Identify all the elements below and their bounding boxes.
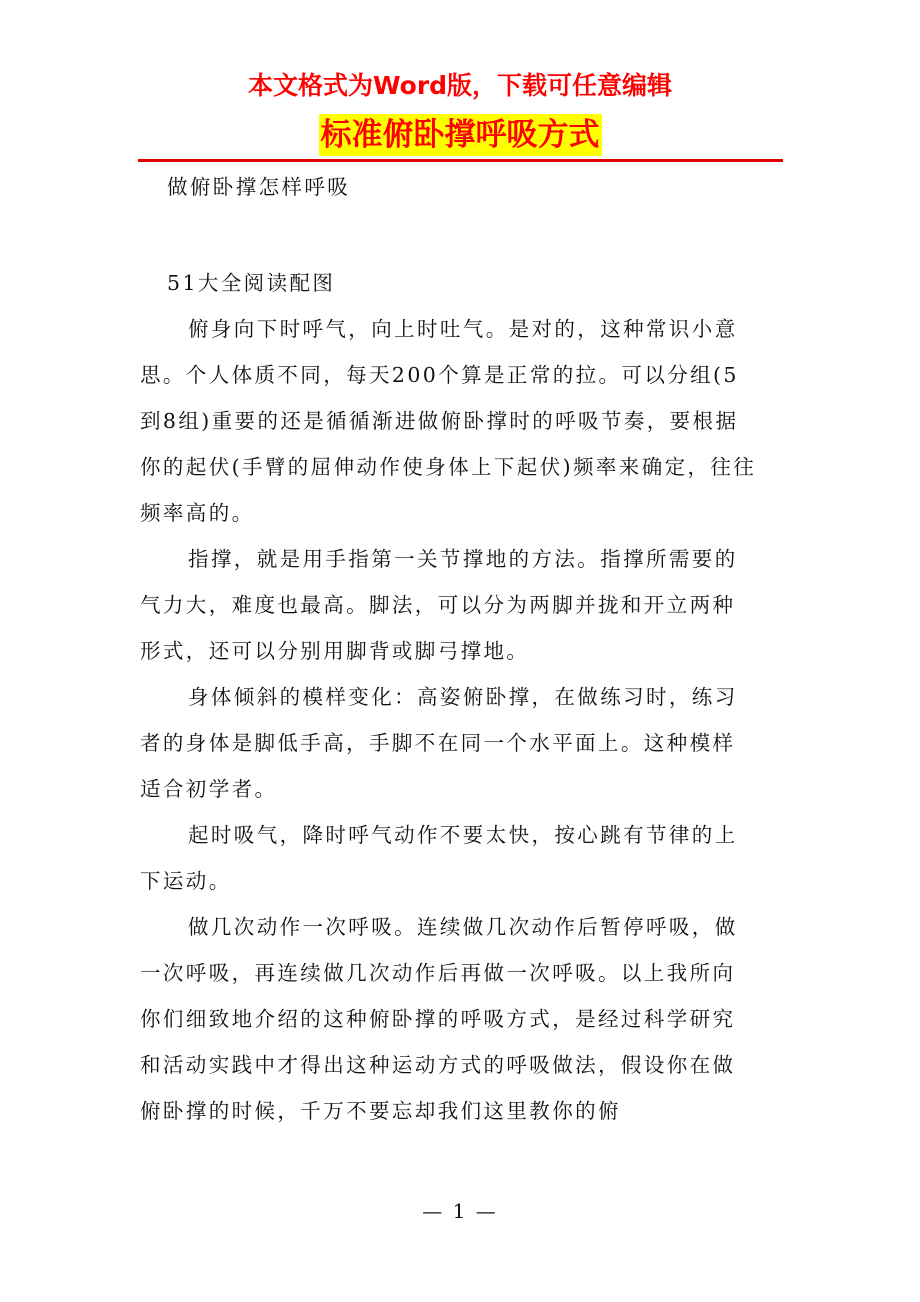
paragraph: 做几次动作一次呼吸。连续做几次动作后暂停呼吸，做一次呼吸，再连续做几次动作后再做一次呼吸。以上我所向你们细致地介绍的这种俯卧撑的呼吸方式，是经过科学研究和活动实践中才得出这种运动方式的呼吸做法，假设你在做俯卧撑的时候，千万不要忘却我们这里教你的俯 — [140, 915, 738, 1123]
document-title: 标准俯卧撑呼吸方式 — [319, 114, 602, 156]
document-body — [140, 164, 758, 1134]
paragraph: 俯身向下时呼气，向上时吐气。是对的，这种常识小意思。个人体质不同，每天200个算是正常的拉。可以分组(5到8组)重要的还是循循渐进做俯卧撑时的呼吸节奏，要根据你的起伏(手臂的屈伸动作使身体上下起伏)频率来确定，往往频率高的。 — [140, 317, 757, 525]
page-number: — 1 — — [422, 1199, 498, 1223]
download-banner: 本文格式为Word版，下载可任意编辑 — [247, 71, 673, 100]
paragraph: 身体倾斜的模样变化：高姿俯卧撑，在做练习时，练习者的身体是脚低手高，手脚不在同一个水平面上。这种模样适合初学者。 — [140, 685, 738, 801]
subtitle: 做俯卧撑怎样呼吸 — [167, 175, 351, 199]
paragraph: 起时吸气，降时呼气动作不要太快，按心跳有节律的上下运动。 — [140, 823, 738, 893]
source-line: 51大全阅读配图 — [167, 271, 336, 295]
paragraph: 指撑，就是用手指第一关节撑地的方法。指撑所需要的气力大，难度也最高。脚法，可以分为两脚并拢和开立两种形式，还可以分别用脚背或脚弓撑地。 — [140, 547, 738, 663]
title-divider — [138, 159, 783, 162]
